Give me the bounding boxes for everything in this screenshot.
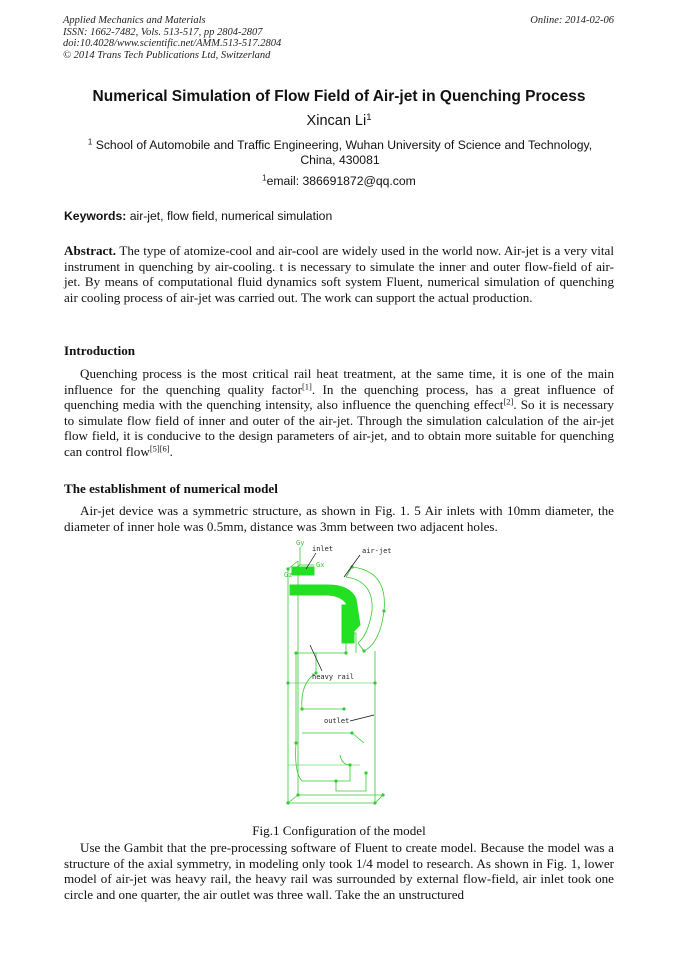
intro-text-3: . So it is necessary to simulate flow field of inner and outer of the air-jet. Through the simulation calculation of the air-jet flow field, it is conducive to the design parameters of air-jet, and to obtain more suitable for quenching can control flow [64, 397, 614, 459]
issn-line: ISSN: 1662-7482, Vols. 513-517, pp 2804-2807 [63, 26, 263, 38]
abstract-text: The type of atomize-cool and air-cool are widely used in the world now. Air-jet is a very vital instrument in quenching by air-cooling. t is necessary to simulate the inner and outer flow-field of air-jet. By means of computational fluid dynamics soft system Fluent, numerical simulation of quenching air cooling process of air-jet was carried out. The work can support the actual production. [64, 243, 614, 305]
section-heading-model: The establishment of numerical model [64, 481, 278, 496]
affiliation [70, 138, 610, 168]
abstract-label: Abstract. [64, 243, 116, 258]
keywords [64, 209, 616, 223]
keywords-label: Keywords: [64, 209, 127, 223]
model-paragraph-1: Air-jet device was a symmetric structure, as shown in Fig. 1. 5 Air inlets with 10mm diameter, the diameter of inner hole was 0.5mm, distance was 3mm between two adjacent holes. [64, 503, 614, 534]
paper-title: Numerical Simulation of Flow Field of Air-jet in Quenching Process [92, 88, 586, 105]
axis-x-label: Gx [316, 561, 325, 569]
label-outlet: outlet [324, 717, 350, 725]
intro-text-4: . [169, 443, 173, 459]
introduction-paragraph [64, 366, 614, 460]
figure-caption: Fig.1 Configuration of the model [252, 823, 426, 838]
label-leaders [306, 553, 374, 721]
author-sup: 1 [366, 110, 372, 122]
affiliation-text: School of Automobile and Traffic Engineering, Wuhan University of Science and Technology, China, 430081 [95, 138, 593, 167]
journal-header [63, 15, 281, 61]
label-heavy-rail: heavy rail [312, 673, 355, 681]
citation-ref[interactable]: [1] [301, 380, 312, 391]
intro-text-2: . In the quenching process, has a great influence of quenching media with the quenching intensity, also influence the quenching effect [64, 381, 614, 413]
dense-mesh-region [290, 567, 360, 643]
axis-z-label: Gz [284, 571, 293, 579]
figure-model-configuration [280, 533, 410, 818]
abstract [64, 243, 614, 305]
email-line [0, 174, 678, 188]
author-name: Xincan Li [306, 113, 367, 129]
online-date: Online: 2014-02-06 [530, 15, 614, 26]
label-air-jet: air-jet [362, 547, 392, 555]
email-sup: 1 [262, 173, 267, 183]
model-paragraph-2: Use the Gambit that the pre-processing software of Fluent to create model. Because the model was a structure of the axial symmetry, in modeling only took 1/4 model to research. As shown in Fig. 1, lower model of air-jet was heavy rail, the heavy rail was surrounded by external flow-field, air inlet took one circle and one quarter, the air outlet was three wall. Take the an unstructured [64, 840, 614, 902]
doi-line[interactable]: doi:10.4028/www.scientific.net/AMM.513-517.2804 [63, 38, 282, 49]
mesh-nodes [286, 565, 385, 804]
copyright-line: © 2014 Trans Tech Publications Ltd, Switzerland [63, 49, 271, 61]
citation-ref[interactable]: [5][6] [149, 443, 170, 454]
axis-y-label: Gy [296, 539, 305, 547]
intro-text-1: Quenching process is the most critical rail heat treatment, at the same time, it is one of the main influence for the quenching quality factor [64, 366, 614, 397]
author-line [0, 110, 678, 129]
journal-name: Applied Mechanics and Materials [63, 15, 206, 26]
mesh-wireframe [288, 561, 384, 803]
section-heading-introduction: Introduction [64, 343, 136, 358]
outer-frame [288, 569, 375, 803]
label-inlet: inlet [312, 545, 334, 553]
citation-ref[interactable]: [2] [503, 396, 514, 407]
affil-sup: 1 [87, 137, 93, 147]
email-text[interactable]: email: 386691872@qq.com [266, 174, 416, 188]
keywords-text: air-jet, flow field, numerical simulation [129, 209, 333, 223]
